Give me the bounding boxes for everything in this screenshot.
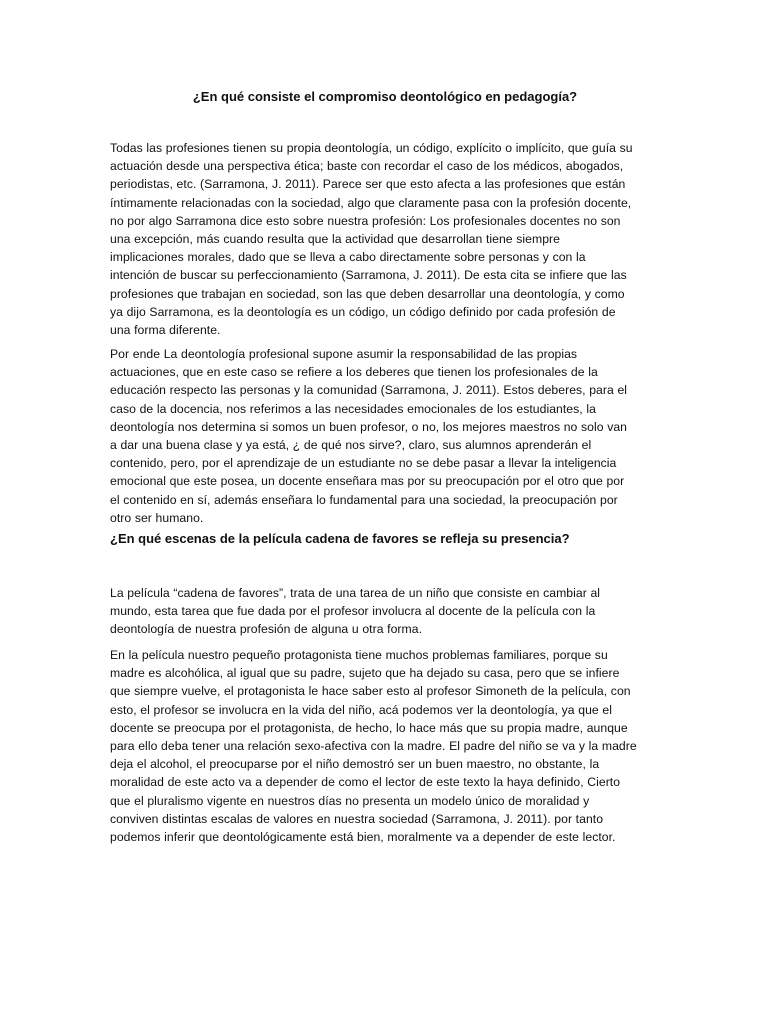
text-line: deontología de nuestra profesión de alguna u otra forma. [110, 622, 423, 637]
text-line: profesiones que trabajan en sociedad, son las que deben desarrollar una deontología, y como [110, 286, 625, 301]
text-line: La película “cadena de favores”, trata de una tarea de un niño que consiste en cambiar al [110, 586, 601, 600]
text-line: otro ser humano. [110, 510, 204, 525]
text-line: una forma diferente. [110, 323, 221, 338]
paragraph-4 [110, 646, 660, 846]
text-line: periodistas, etc. (Sarramona, J. 2011). Parece ser que esto afecta a las profesiones que están [110, 177, 626, 192]
text-line: conviven distintas escalas de valores en nuestra sociedad (Sarramona, J. 2011). por tanto [110, 811, 604, 826]
section-question: ¿En qué escenas de la película cadena de favores se refleja su presencia? [110, 531, 570, 546]
page-title: ¿En qué consiste el compromiso deontológico en pedagogía? [192, 89, 578, 104]
paragraph-1 [110, 139, 660, 339]
text-line: Todas las profesiones tienen su propia deontología, un código, explícito o implícito, que guía su [110, 141, 633, 155]
text-line: emocional que este posea, un docente enseñara mas por su preocupación por el otro que por [110, 474, 625, 489]
text-line: ya dijo Sarramona, es la deontología es un código, un código definido por cada profesión de [110, 304, 616, 319]
text-line: actuaciones, que en este caso se refiere a los deberes que tienen los profesionales de la [110, 365, 598, 380]
text-line: actuación desde una perspectiva ética; baste con recordar el caso de los médicos, abogados, [110, 159, 624, 174]
paragraph-2 [110, 345, 660, 527]
text-line: para ello deba tener una relación sexo-afectiva con la madre. El padre del niño se va y la madre [110, 739, 637, 754]
text-line: que siempre vuelve, el protagonista le hace saber esto al profesor Simoneth de la película, con [110, 684, 631, 699]
text-line: intención de buscar su perfeccionamiento (Sarramona, J. 2011). De esta cita se infiere que las [110, 268, 627, 283]
text-line: educación respecto las personas y la comunidad (Sarramona, J. 2011). Estos deberes, para el [110, 383, 628, 398]
text-line: podemos inferir que deontológicamente está bien, moralmente va a depender de este lector. [110, 830, 616, 845]
paragraph-3 [110, 584, 660, 639]
text-line: el contenido en sí, además enseñara lo fundamental para una sociedad, la preocupación por [110, 492, 618, 507]
text-line: implicaciones morales, dado que se lleva a cabo directamente sobre personas y con la [110, 250, 586, 265]
text-line: mundo, esta tarea que fue dada por el profesor involucra al docente de la película con la [110, 604, 596, 619]
text-line: esto, el profesor se involucra en la vida del niño, acá podemos ver la deontología, ya que el [110, 702, 612, 717]
text-line: deja el alcohol, el preocuparse por el niño demostró ser un buen maestro, no obstante, la [110, 757, 600, 772]
text-line: En la película nuestro pequeño protagonista tiene muchos problemas familiares, porque su [110, 648, 608, 662]
text-line: contenido, pero, por el aprendizaje de un estudiante no se debe pasar a llevar la inteligencia [110, 456, 617, 471]
text-line: madre es alcohólica, al igual que su padre, sujeto que ha dejado su casa, pero que se infiere [110, 666, 620, 681]
text-line: a dar una buena clase y ya está, ¿ de qué nos sirve?, claro, sus alumnos aprenderán el [110, 438, 592, 453]
text-line: no por algo Sarramona dice esto sobre nuestra profesión: Los profesionales docentes no son [110, 213, 621, 228]
text-line: moralidad de este acto va a depender de como el lector de este texto la haya definido, Cierto [110, 775, 621, 790]
text-line: Por ende La deontología profesional supone asumir la responsabilidad de las propias [110, 347, 578, 361]
text-line: que el pluralismo vigente en nuestros días no presenta un modelo único de moralidad y [110, 793, 590, 808]
text-line: deontología nos determina si somos un buen profesor, o no, los mejores maestros no solo van [110, 419, 628, 434]
text-line: una excepción, más cuando resulta que la actividad que desarrollan tiene siempre [110, 232, 560, 247]
text-line: docente se preocupa por el protagonista, de hecho, lo hace más que su propia madre, aunque [110, 720, 628, 735]
text-line: caso de la docencia, nos referimos a las necesidades emocionales de los estudiantes, la [110, 401, 596, 416]
text-line: íntimamente relacionadas con la sociedad, algo que claramente pasa con la profesión docente, [110, 195, 632, 210]
